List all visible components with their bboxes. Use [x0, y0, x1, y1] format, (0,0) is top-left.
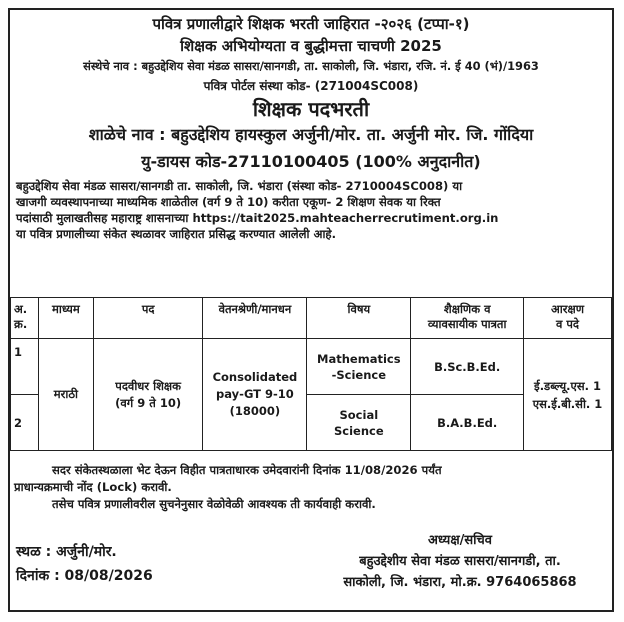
vacancy-table — [10, 297, 612, 451]
intro-line: बहुउद्देशिय सेवा मंडळ सासरा/सानगडी ता. साकोली, जि. भंडारा (संस्था कोड- 2710004SC008) या — [16, 179, 463, 193]
header-sr: अ. क्र. — [11, 298, 39, 339]
header-qualification: शैक्षणिक व व्यावसायीक पात्रता — [411, 298, 524, 339]
reservation-cell: ई.डब्ल्यू.एस. 1 एस.ई.बी.सी. 1 — [524, 339, 612, 451]
post-cell: पदवीधर शिक्षक (वर्ग 9 ते 10) — [93, 339, 203, 451]
medium-cell: मराठी — [38, 339, 93, 451]
notice-text — [14, 462, 608, 513]
table-header-row — [11, 298, 612, 339]
intro-line: पदांसाठी मुलाखतीसह महाराष्ट्र शासनाच्या https://tait2025.mahteacherrecrutiment.org.in — [16, 211, 499, 225]
header-subject: विषय — [307, 298, 411, 339]
notice-line: तसेच पवित्र प्रणालीवरील सुचनेनुसार वेळोवेळी आवश्यक ती कार्यवाही करावी. — [52, 497, 376, 511]
udise-code: यु-डायस कोड-27110100405 (100% अनुदानीत) — [141, 152, 481, 171]
notice-line: सदर संकेतस्थळाला भेट देऊन विहीत पात्रताधारक उमेदवारांनी दिनांक 11/08/2026 पर्यंत — [52, 463, 442, 477]
notice-line: प्राधान्यक्रमाची नोंद (Lock) करावी. — [14, 480, 172, 494]
header-line-2: शिक्षक अभियोग्यता व बुद्धीमत्ता चाचणी 2025 — [180, 37, 442, 55]
intro-line: या पवित्र प्रणालीच्या संकेत स्थळावर जाहिरात प्रसिद्ध करण्यात आलेली आहे. — [16, 227, 336, 241]
page-title: शिक्षक पदभरती — [252, 97, 370, 121]
portal-code: पवित्र पोर्टल संस्था कोड- (271004SC008) — [203, 79, 419, 93]
subject-cell: Mathematics -Science — [307, 339, 411, 395]
signature-block — [310, 530, 610, 593]
header-line-1: पवित्र प्रणालीद्वारे शिक्षक भरती जाहिरात -२०२६ (टप्पा-१) — [152, 15, 470, 33]
qualification-cell: B.A.B.Ed. — [411, 395, 524, 451]
advertisement-frame — [8, 8, 614, 612]
date-label: दिनांक : 08/08/2026 — [16, 568, 153, 584]
school-name: शाळेचे नाव : बहुउद्देशिय हायस्कुल अर्जुनी/मोर. ता. अर्जुनी मोर. जि. गोंदिया — [88, 125, 534, 144]
header-post: पद — [93, 298, 203, 339]
place-label: स्थळ : अर्जुनी/मोर. — [16, 544, 117, 560]
intro-paragraph — [16, 178, 608, 242]
header-reservation: आरक्षण व पदे — [524, 298, 612, 339]
pay-cell: Consolidated pay-GT 9-10 (18000) — [203, 339, 307, 451]
row-number: 2 — [11, 395, 39, 451]
institution-name: संस्थेचे नाव : बहुउद्देशिय सेवा मंडळ सासरा/सानगडी, ता. साकोली, जि. भंडारा, रजि. नं. ई 40 (भं)/1963 — [83, 59, 539, 73]
signatory-org: बहुउद्देशीय सेवा मंडळ सासरा/सानगडी, ता. — [359, 554, 561, 569]
intro-line: खाजगी व्यवस्थापनाच्या माध्यमिक शाळेतील (वर्ग 9 ते 10) करीता एकूण- 2 शिक्षण सेवक या रिक्त — [16, 195, 441, 209]
subject-cell: Social Science — [307, 395, 411, 451]
signatory-title: अध्यक्ष/सचिव — [427, 533, 493, 548]
header-pay: वेतनश्रेणी/मानधन — [203, 298, 307, 339]
table-row — [11, 339, 612, 395]
qualification-cell: B.Sc.B.Ed. — [411, 339, 524, 395]
row-number: 1 — [11, 339, 39, 395]
header-medium: माध्यम — [38, 298, 93, 339]
signatory-contact: साकोली, जि. भंडारा, मो.क्र. 9764065868 — [343, 575, 577, 590]
